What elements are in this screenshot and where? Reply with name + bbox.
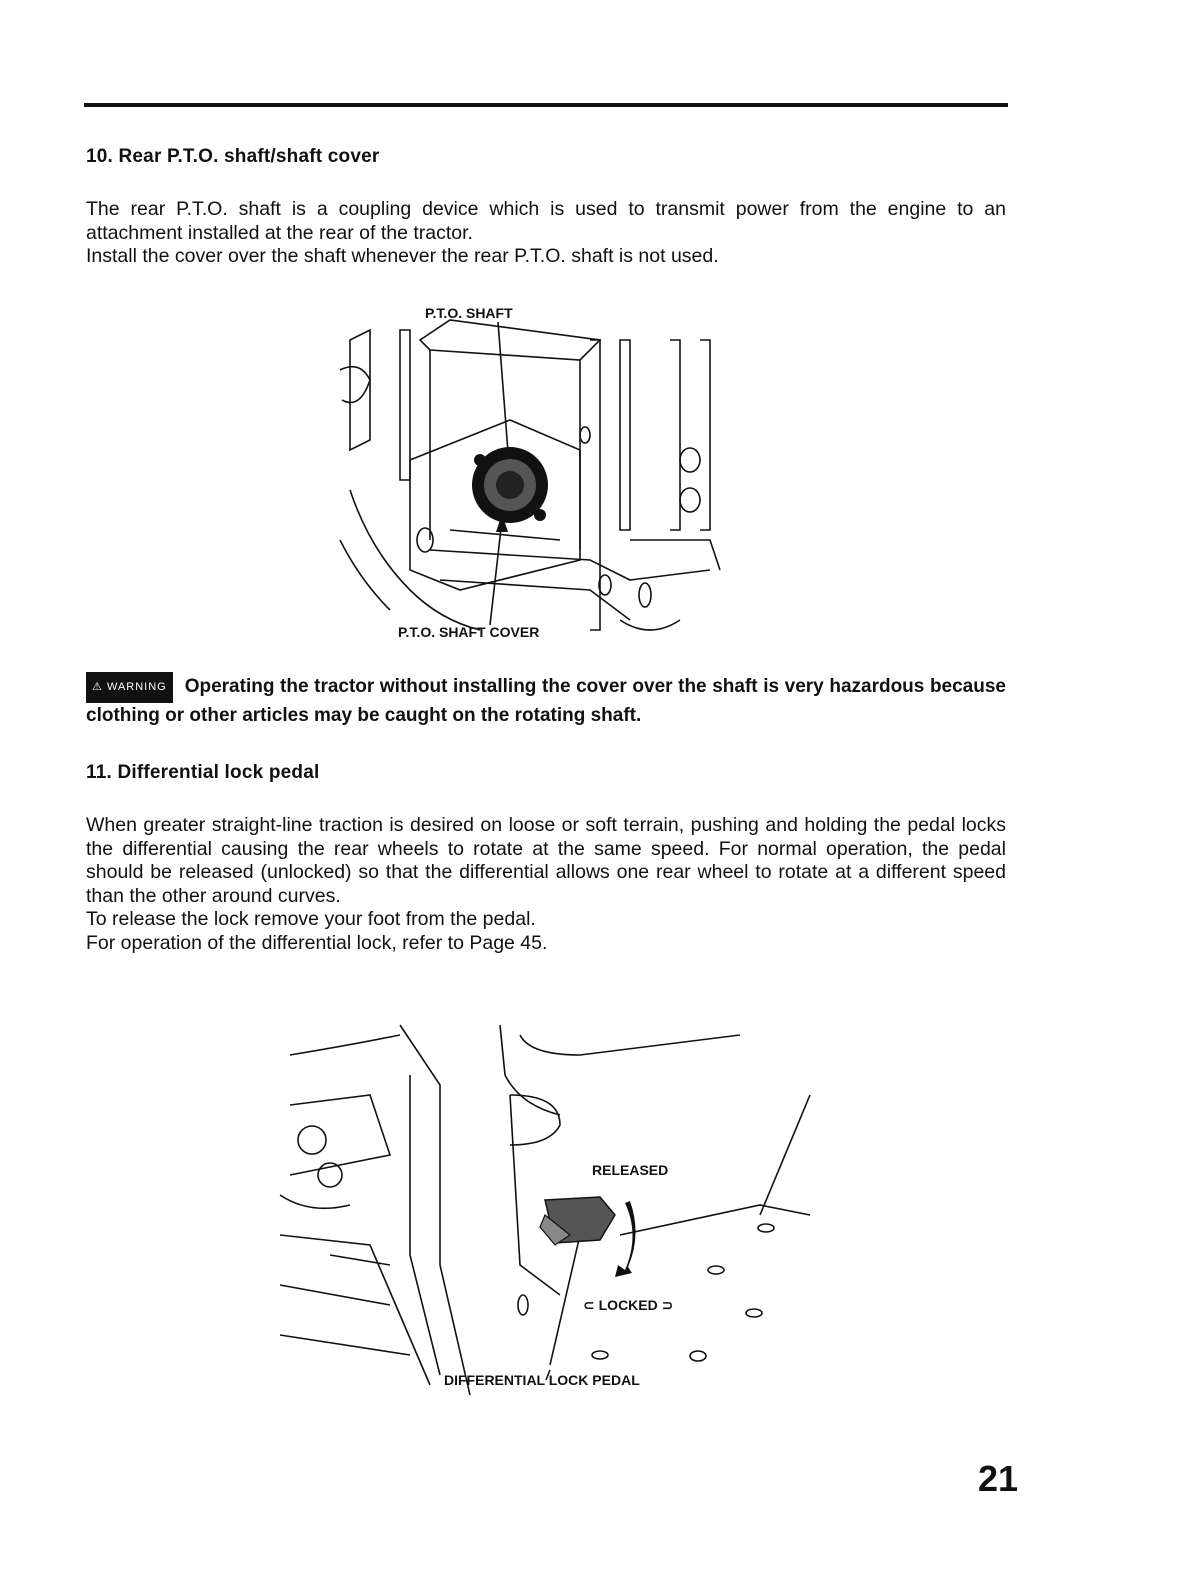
released-label: RELEASED	[592, 1162, 669, 1178]
section-11-paragraph-3: For operation of the differential lock, refer to Page 45.	[86, 931, 548, 954]
section-11-paragraph-1: When greater straight-line traction is desired on loose or soft terrain, pushing and holding the pedal locks the differential causing the rear wheels to rotate at the same speed. For normal operation, the pedal should be released (unlocked) so that the differential allows one rear wheel to rotate at a different speed than the other around curves.	[86, 814, 1006, 907]
locked-label-text: LOCKED	[598, 1297, 658, 1313]
warning-badge-label: WARNING	[106, 681, 167, 693]
warning-badge	[86, 672, 173, 703]
differential-lock-pedal-label: DIFFERENTIAL LOCK PEDAL	[444, 1372, 640, 1388]
section-10-body	[86, 198, 1006, 269]
section-10-paragraph-1: The rear P.T.O. shaft is a coupling device which is used to transmit power from the engine to an attachment installed at the rear of the tractor.	[86, 198, 1006, 244]
page-number: 21	[977, 1458, 1018, 1499]
locked-label: ⊂ LOCKED ⊃	[583, 1297, 674, 1313]
differential-lock-figure	[270, 1015, 830, 1395]
section-11-body	[86, 814, 1006, 955]
top-rule	[84, 103, 1008, 107]
warning-icon: ⚠	[92, 681, 103, 693]
section-10-heading: 10. Rear P.T.O. shaft/shaft cover	[86, 146, 380, 167]
section-11-heading: 11. Differential lock pedal	[86, 762, 320, 783]
pto-shaft-cover-label: P.T.O. SHAFT COVER	[398, 624, 540, 640]
pto-shaft-label: P.T.O. SHAFT	[425, 305, 513, 321]
pto-shaft-figure	[330, 300, 730, 640]
warning-block	[86, 672, 1006, 728]
section-10-paragraph-2: Install the cover over the shaft whenever the rear P.T.O. shaft is not used.	[86, 245, 719, 267]
warning-text: Operating the tractor without installing the cover over the shaft is very hazardous because clothing or other articles may be caught on the rotating shaft.	[86, 676, 1006, 726]
section-11-paragraph-2: To release the lock remove your foot from the pedal.	[86, 908, 536, 930]
differential-lock-illustration	[270, 1015, 830, 1395]
pto-shaft-illustration	[330, 300, 730, 640]
